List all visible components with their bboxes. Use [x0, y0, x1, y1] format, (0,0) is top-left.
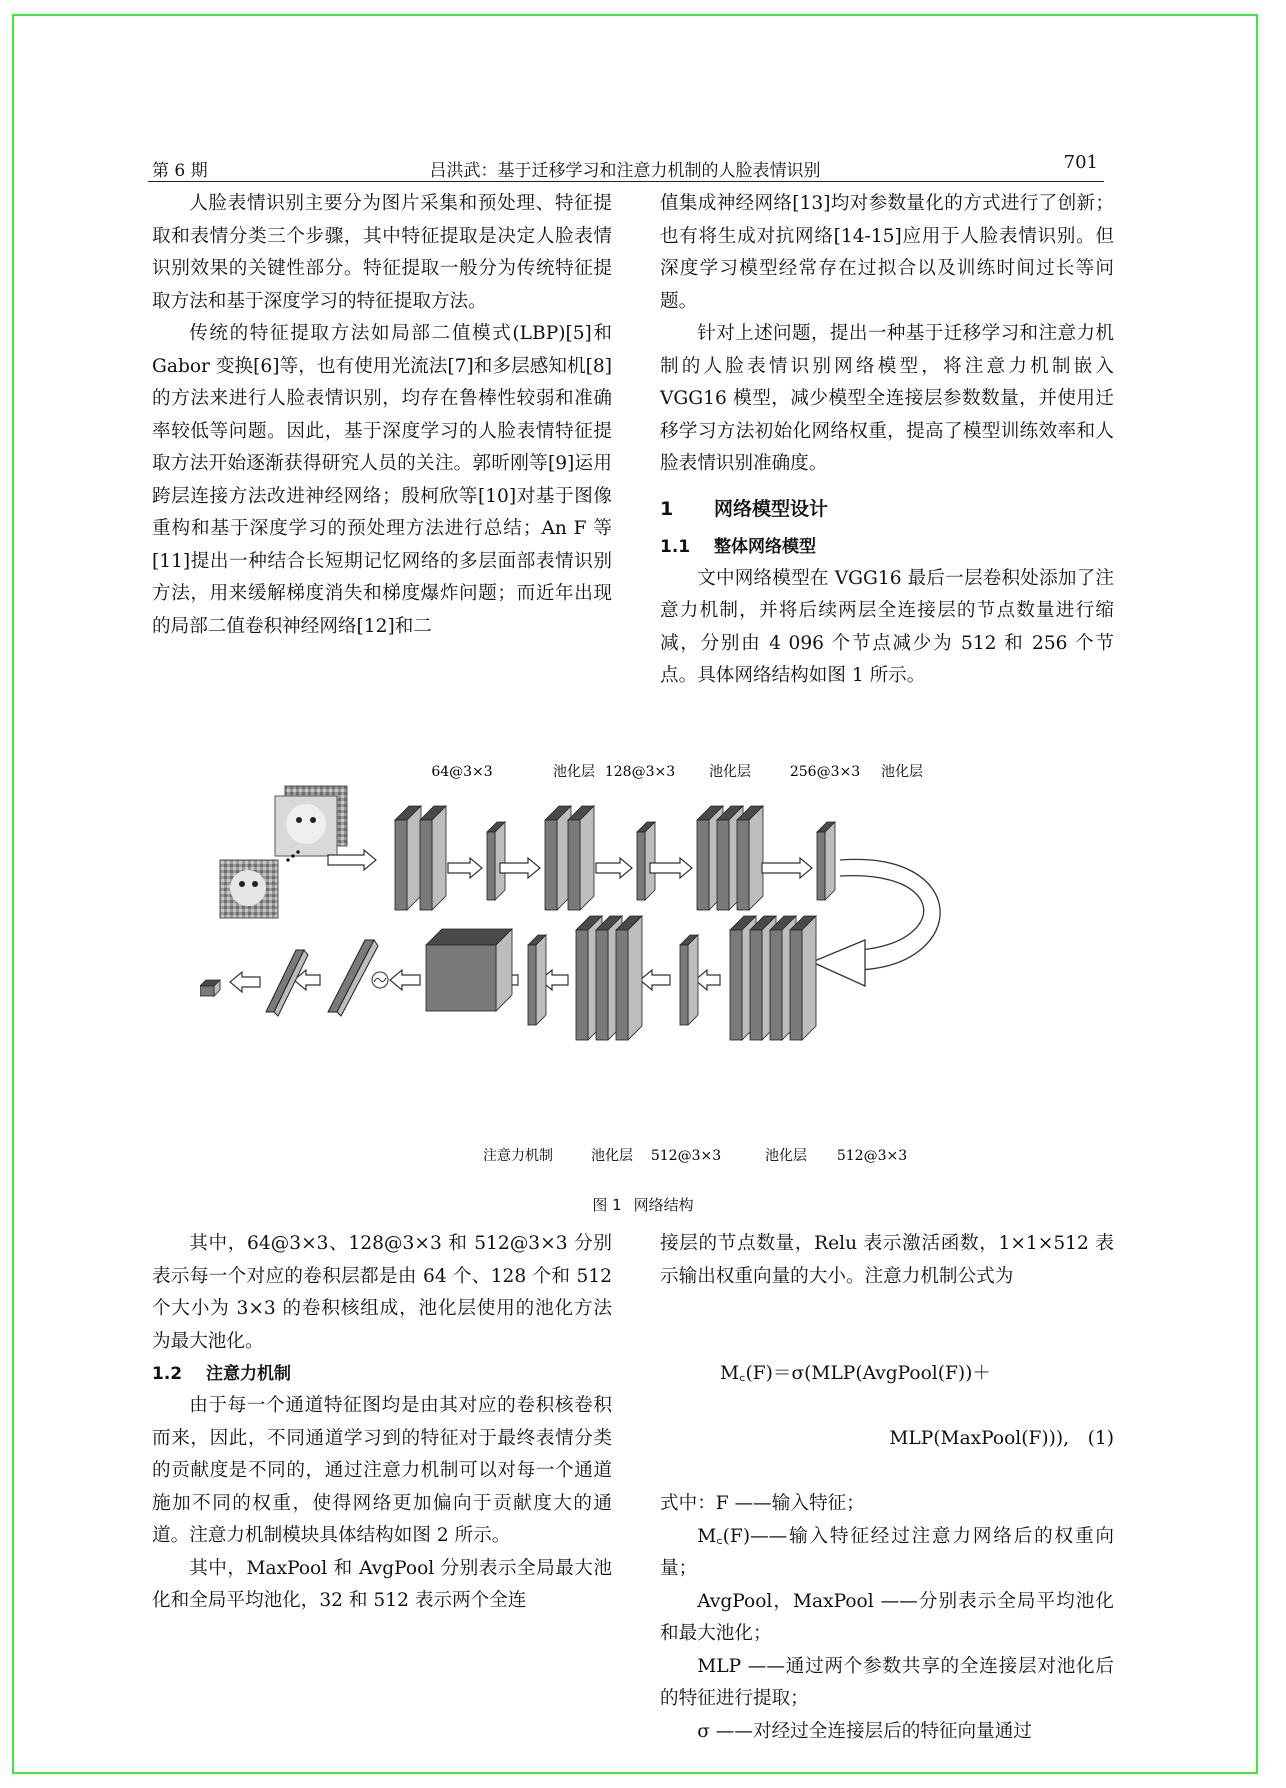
bottom-label: 512@3×3	[650, 1148, 722, 1164]
curve-arrow-head	[812, 940, 865, 986]
flow-arrow	[500, 858, 540, 878]
conv-512-layer-face	[576, 930, 588, 1040]
equation-line: MLP(MaxPool(F))), (1)	[889, 1428, 1114, 1449]
bottom-label: 512@3×3	[836, 1148, 908, 1164]
paragraph: 由于每一个通道特征图均是由其对应的卷积核卷积而来，因此，不同通道学习到的特征对于最终表情分类的贡献度是不同的，通过注意力机制可以对每一个通道施加不同的权重，使得网络更加偏向于贡献度大的通道。注意力机制模块具体结构如图 2 所示。	[152, 1395, 612, 1546]
flow-arrow	[596, 858, 632, 878]
fc-512-layer	[328, 940, 374, 1012]
paragraph: 接层的节点数量，Relu 表示激活函数，1×1×512 表示输出权重向量的大小。注意力机制公式为	[660, 1233, 1114, 1287]
ellipsis-dot	[286, 858, 289, 861]
flow-arrow	[650, 858, 692, 878]
face-image-head	[286, 804, 326, 844]
equation-1	[660, 1293, 1114, 1488]
section-title: 网络模型设计	[714, 497, 829, 520]
conv-512-layer-face	[730, 930, 742, 1040]
definition: σ ——对经过全连接层后的特征向量通过	[697, 1720, 1032, 1742]
conv-128-layer-face	[545, 820, 557, 910]
definition: MLP ——通过两个参数共享的全连接层对池化后的特征进行提取；	[660, 1655, 1114, 1709]
conv-64-layer-face	[395, 820, 407, 910]
bottom-label: 池化层	[765, 1148, 807, 1164]
conv-512-layer-side	[802, 916, 816, 1040]
face-eye	[239, 881, 245, 887]
subsection-number: 1.1	[660, 536, 691, 557]
paragraph: 文中网络模型在 VGG16 最后一层卷积处添加了注意力机制，并将后续两层全连接层的节点数量进行缩减，分别由 4 096 个节点减少为 512 和 256 个节点。具体网络结构如图 1 所示。	[660, 567, 1114, 686]
top-label: 128@3×3	[604, 764, 676, 780]
running-header	[152, 152, 1098, 180]
subsection-number: 1.2	[152, 1364, 183, 1384]
flow-arrow	[448, 858, 482, 878]
figure-number: 图 1	[592, 1196, 622, 1214]
pool-layer-face	[637, 832, 645, 900]
pool-layer-face	[487, 832, 495, 900]
subsection-heading	[660, 531, 1114, 563]
pool-layer-side	[495, 822, 505, 900]
attention-block-face	[426, 945, 496, 1011]
pool-layer-side	[688, 935, 698, 1025]
conv-512-layer-face	[750, 930, 762, 1040]
definition: M꜀(F)——输入特征经过注意力网络后的权重向量；	[660, 1525, 1114, 1579]
flow-arrow	[230, 972, 260, 992]
right-column-bottom	[660, 1228, 1114, 1748]
ellipsis-dot	[296, 850, 299, 853]
issue-number: 第 6 期	[152, 161, 208, 181]
flow-arrow	[640, 970, 670, 990]
right-column-top	[660, 188, 1114, 693]
pool-layer-face	[528, 945, 536, 1025]
flow-arrow	[695, 970, 720, 990]
pool-layer-side	[825, 822, 835, 900]
pool-layer-face	[817, 832, 825, 900]
conv-256-layer-face	[697, 820, 709, 910]
top-label: 64@3×3	[431, 764, 493, 780]
top-label: 池化层	[553, 764, 595, 780]
pool-layer-face	[680, 945, 688, 1025]
face-eye	[310, 817, 316, 823]
left-column-top	[152, 188, 612, 643]
figure-caption	[0, 1194, 1286, 1215]
face-image-head	[230, 870, 266, 906]
paragraph: 传统的特征提取方法如局部二值模式(LBP)[5]和 Gabor 变换[6]等，也有使用光流法[7]和多层感知机[8]的方法来进行人脸表情识别，均存在鲁棒性较弱和准确率较低等问题。因此，基于深度学习的人脸表情特征提取方法开始逐渐获得研究人员的关注。郭昕刚等[9]运用跨层连接方法改进神经网络；殷柯欣等[10]对基于图像重构和基于深度学习的预处理方法进行总结；An F 等[11]提出一种结合长短期记忆网络的多层面部表情识别方法，用来缓解梯度消失和梯度爆炸问题；而近年出现的局部二值卷积神经网络[12]和二	[152, 323, 612, 637]
face-eye	[252, 881, 258, 887]
conv-128-layer-face	[568, 820, 580, 910]
conv-512-layer-face	[616, 930, 628, 1040]
conv-256-layer-face	[737, 820, 749, 910]
conv-256-layer-side	[749, 806, 763, 910]
bottom-label: 注意力机制	[483, 1148, 553, 1164]
running-title: 吕洪武：基于迁移学习和注意力机制的人脸表情识别	[429, 161, 821, 181]
paragraph: 其中，MaxPool 和 AvgPool 分别表示全局最大池化和全局平均池化，32 和 512 表示两个全连	[152, 1557, 612, 1611]
conv-64-layer-face	[420, 820, 432, 910]
top-label: 256@3×3	[789, 764, 861, 780]
flow-arrow	[762, 858, 812, 878]
conv-64-layer-side	[432, 806, 446, 910]
conv-128-layer-side	[580, 806, 594, 910]
ellipsis-dot	[291, 854, 294, 857]
conv-512-layer-face	[790, 930, 802, 1040]
top-label: 池化层	[881, 764, 923, 780]
conv-64-layer-side	[407, 806, 421, 910]
paragraph: 人脸表情识别主要分为图片采集和预处理、特征提取和表情分类三个步骤，其中特征提取是决定人脸表情识别效果的关键性部分。特征提取一般分为传统特征提取方法和基于深度学习的特征提取方法。	[152, 193, 612, 312]
left-column-bottom	[152, 1228, 612, 1618]
figure-title: 网络结构	[633, 1196, 694, 1214]
page-number: 701	[1063, 152, 1098, 173]
conv-512-layer-side	[628, 916, 642, 1040]
conv-512-layer-face	[596, 930, 608, 1040]
network-structure-figure	[200, 750, 1080, 1190]
header-rule	[148, 181, 1104, 182]
paragraph: 其中，64@3×3、128@3×3 和 512@3×3 分别表示每一个对应的卷积层都是由 64 个、128 个和 512 个大小为 3×3 的卷积核组成，池化层使用的池化方法为最大池化。	[152, 1233, 612, 1352]
pool-layer-side	[645, 822, 655, 900]
subsection-title: 注意力机制	[206, 1364, 291, 1384]
face-eye	[296, 817, 302, 823]
subsection-title: 整体网络模型	[714, 536, 816, 557]
section-heading	[660, 491, 1114, 527]
paragraph: 值集成神经网络[13]均对参数量化的方式进行了创新；也有将生成对抗网络[14-15]应用于人脸表情识别。但深度学习模型经常存在过拟合以及训练时间过长等问题。	[660, 193, 1114, 312]
conv-512-layer-face	[770, 930, 782, 1040]
definition: AvgPool，MaxPool ——分别表示全局平均池化和最大池化；	[660, 1590, 1114, 1644]
section-number: 1	[660, 497, 674, 520]
flow-arrow	[390, 970, 420, 990]
equation-line: M꜀(F)＝σ(MLP(AvgPool(F))＋	[720, 1363, 992, 1384]
top-label: 池化层	[709, 764, 751, 780]
output-layer-face	[200, 986, 214, 996]
subsection-heading	[152, 1358, 612, 1390]
bottom-label: 池化层	[591, 1148, 633, 1164]
pool-layer-side	[536, 935, 546, 1025]
paragraph: 针对上述问题，提出一种基于迁移学习和注意力机制的人脸表情识别网络模型，将注意力机制嵌入 VGG16 模型，减少模型全连接层参数数量，并使用迁移学习方法初始化网络权重，提高了模型训练效率和人脸表情识别准确度。	[660, 323, 1114, 474]
definition: 式中：F ——输入特征；	[660, 1493, 865, 1514]
conv-256-layer-face	[717, 820, 729, 910]
